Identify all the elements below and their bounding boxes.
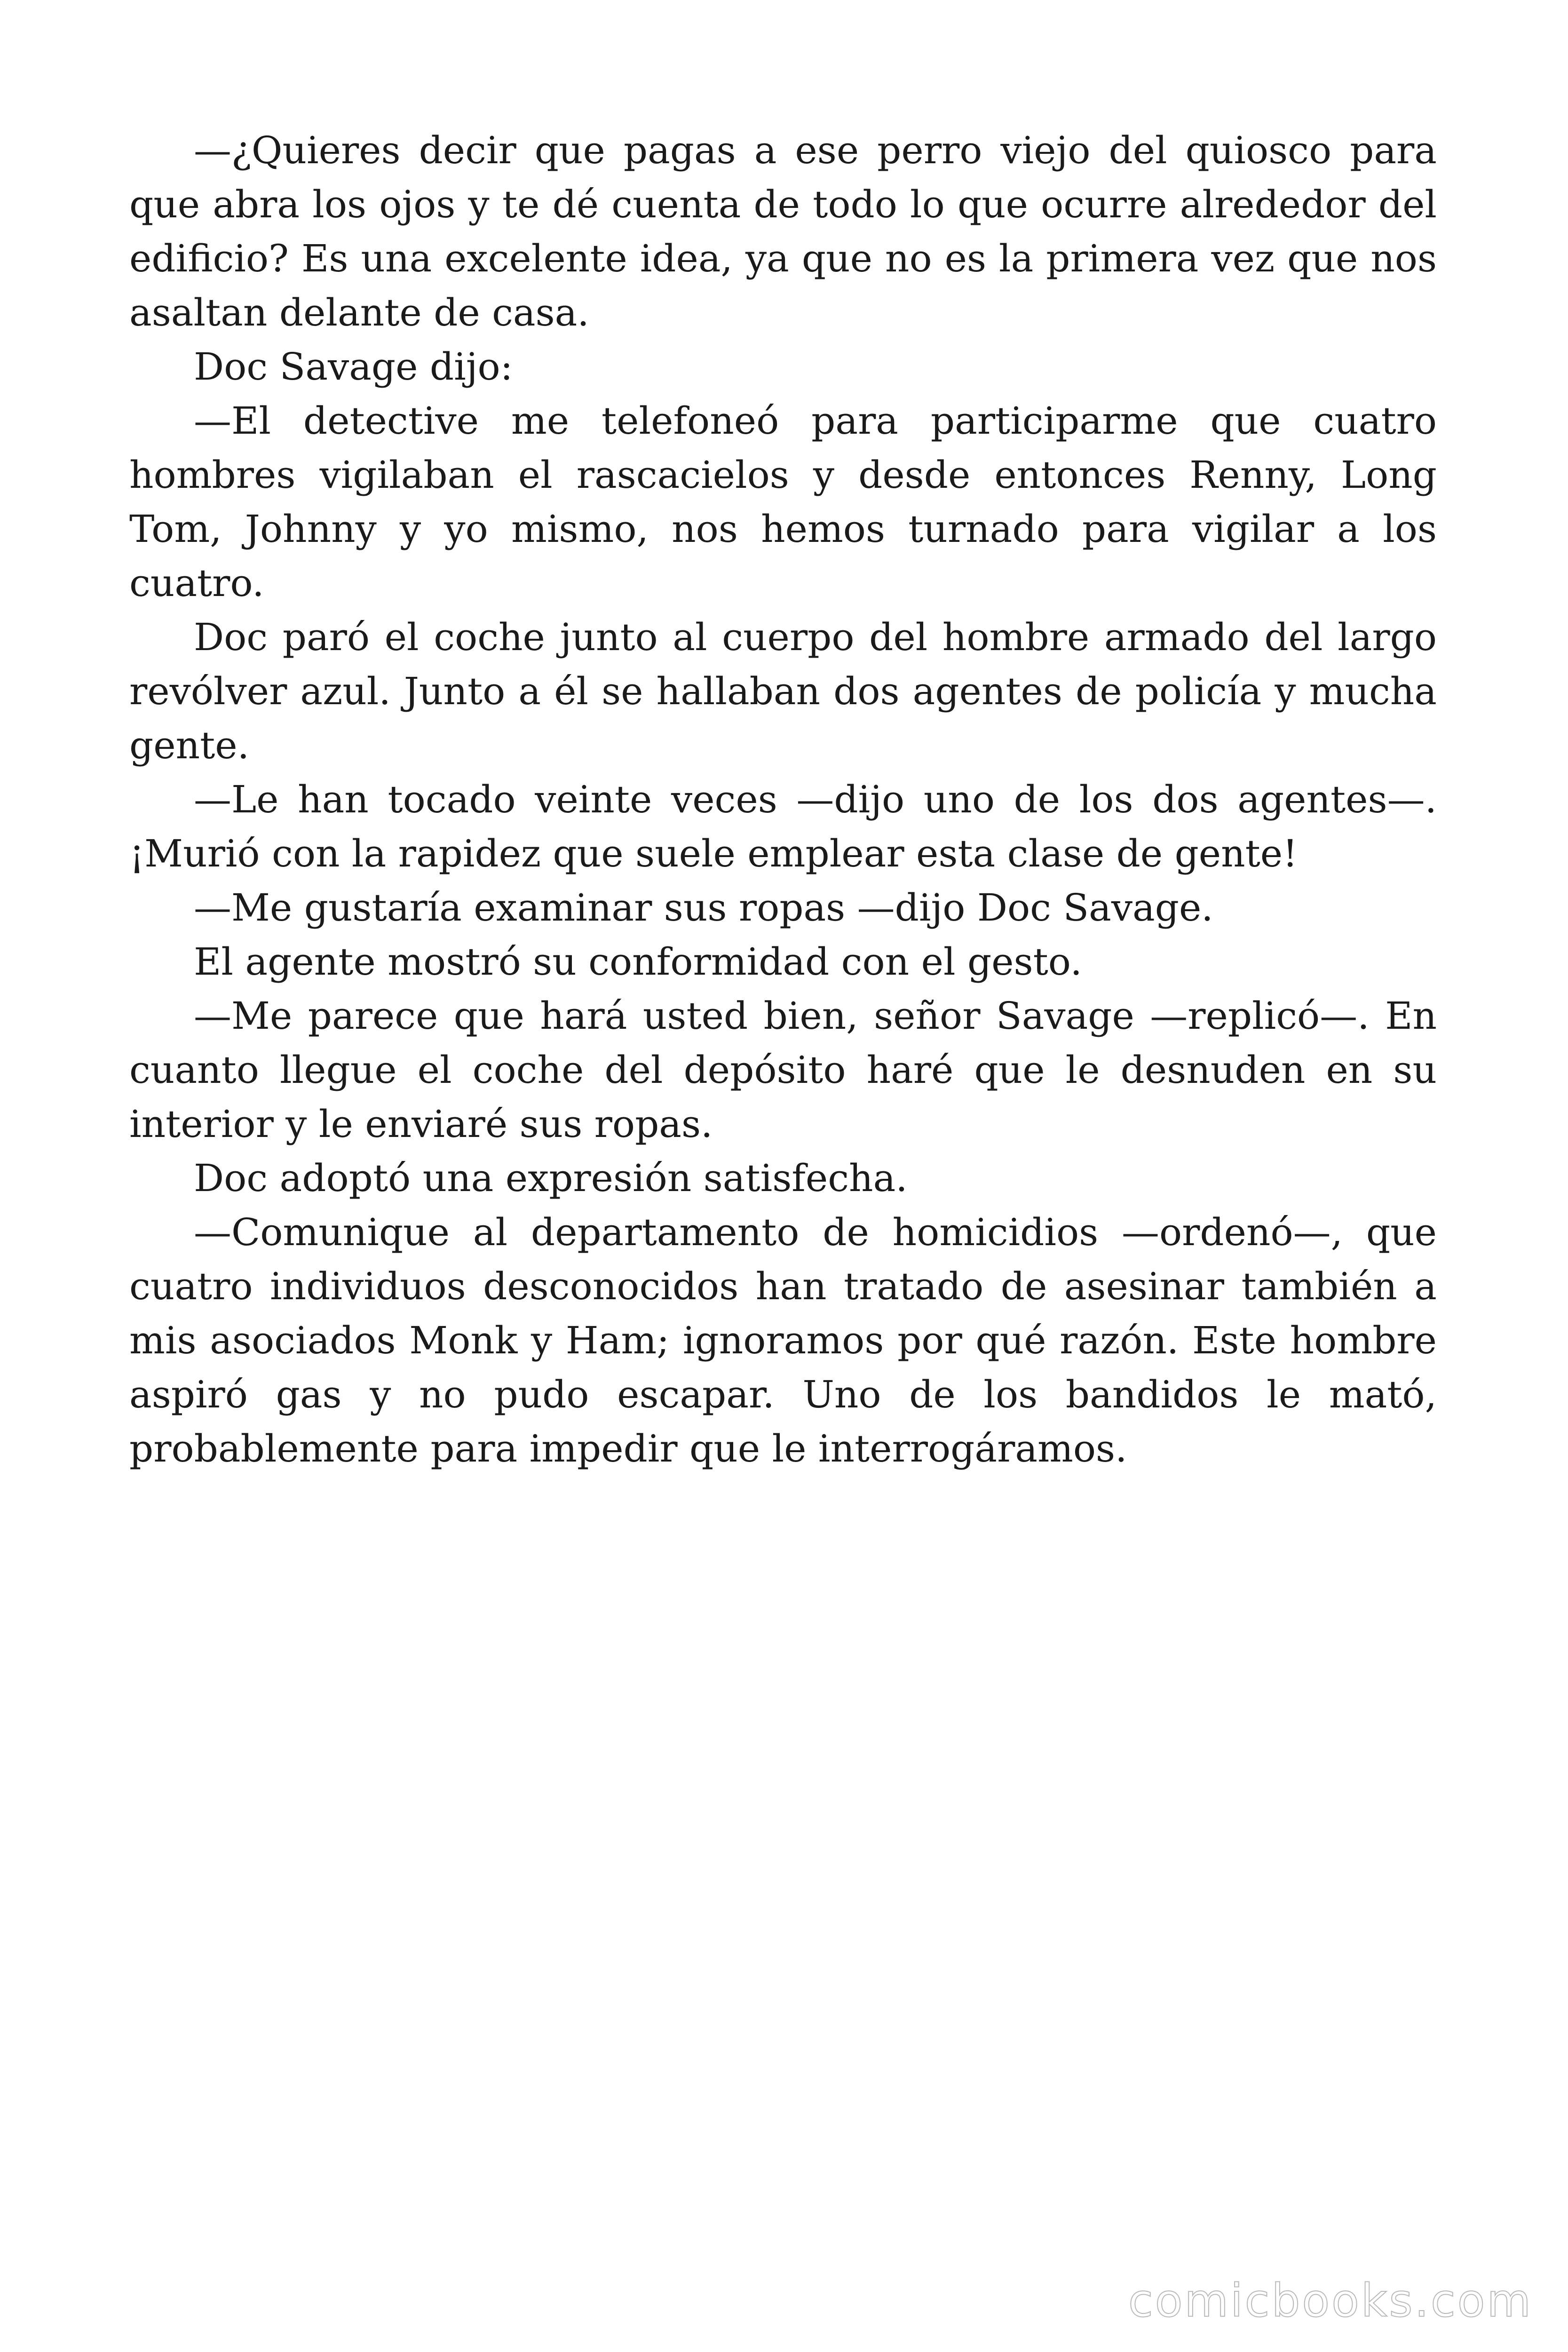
paragraph-8: —Me parece que hará usted bien, señor Savage —replicó—. En cuanto llegue el coche del depósito haré que le desnuden en su interior y le enviaré sus ropas. xyxy=(129,994,1437,1146)
site-watermark: comicbooks.com xyxy=(1128,2274,1533,2327)
paragraph-6: —Me gustaría examinar sus ropas —dijo Doc Savage. xyxy=(194,886,1213,930)
paragraph-2: Doc Savage dijo: xyxy=(194,345,513,389)
paragraph-1: —¿Quieres decir que pagas a ese perro viejo del quiosco para que abra los ojos y te dé cuenta de todo lo que ocurre alrededor del edificio? Es una excelente idea, ya que no es la primera vez que nos asaltan delante de casa. xyxy=(129,128,1437,334)
paragraph-5: —Le han tocado veinte veces —dijo uno de los dos agentes—. ¡Murió con la rapidez que suele emplear esta clase de gente! xyxy=(129,778,1437,875)
paragraph-9: Doc adoptó una expresión satisfecha. xyxy=(194,1156,908,1200)
body-text xyxy=(129,123,1437,1476)
paragraph-3: —El detective me telefoneó para participarme que cuatro hombres vigilaban el rascacielos y desde entonces Renny, Long Tom, Johnny y yo mismo, nos hemos turnado para vigilar a los cuatro. xyxy=(129,399,1437,605)
paragraph-10: —Comunique al departamento de homicidios —ordenó—, que cuatro individuos desconocidos han tratado de asesinar también a mis asociados Monk y Ham; ignoramos por qué razón. Este hombre aspiró gas y no pudo escapar. Uno de los bandidos le mató, probablemente para impedir que le interrogáramos. xyxy=(129,1210,1437,1470)
paragraph-4: Doc paró el coche junto al cuerpo del hombre armado del largo revólver azul. Junto a él se hallaban dos agentes de policía y mucha gente. xyxy=(129,615,1437,767)
paragraph-7: El agente mostró su conformidad con el gesto. xyxy=(194,940,1082,984)
